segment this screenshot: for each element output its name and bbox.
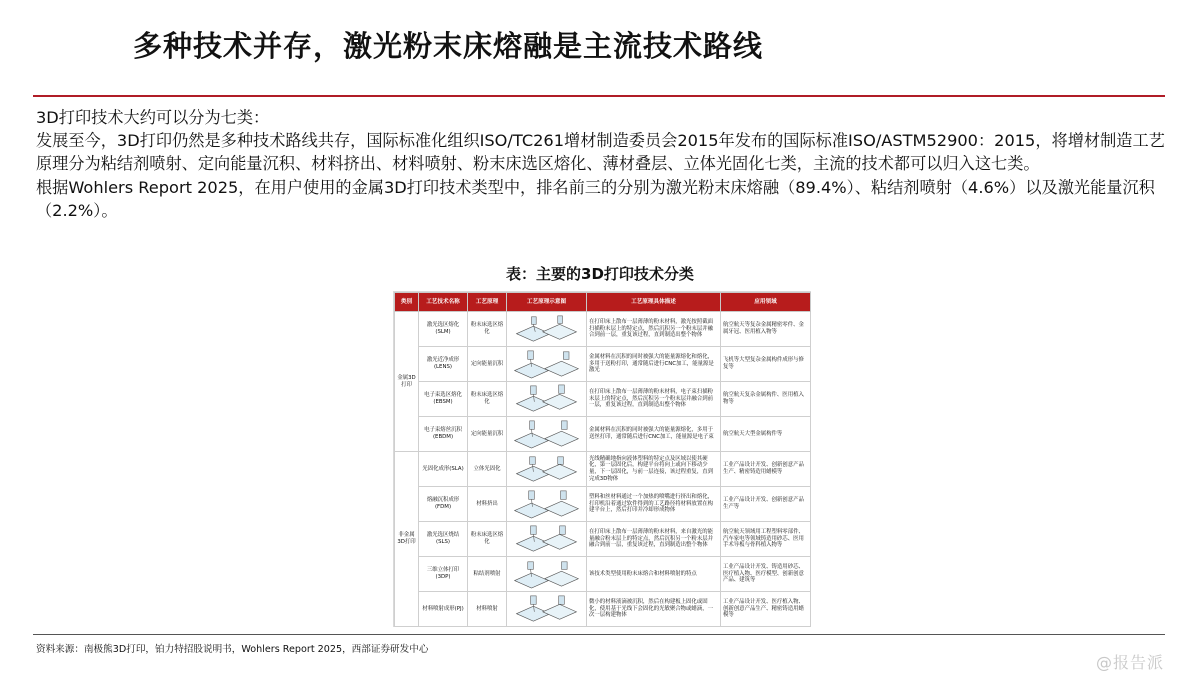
process-diagram [507, 347, 587, 382]
process-diagram [507, 487, 587, 522]
tech-application: 工业产品设计开发、创新创意产品生产、精密铸造用蜡模等 [721, 452, 811, 487]
footer-divider [33, 634, 1165, 635]
header-name: 工艺技术名称 [419, 293, 468, 312]
category-cell: 金属3D打印 [395, 312, 419, 452]
process-diagram-icon [509, 453, 584, 485]
header-principle: 工艺原理 [468, 293, 507, 312]
tech-application: 航空航天领域用工程塑料零部件、汽车家电等领域铸造用砂芯、医用手术导板与骨科植入物等 [721, 522, 811, 557]
tech-principle: 粉末床选区熔化 [468, 382, 507, 417]
standard-paragraph: 发展至今，3D打印仍然是多种技术路线共存，国际标准化组织ISO/TC261增材制造委员会2015年发布的国际标准ISO/ASTM52900：2015，将增材制造工艺原理分为粘结剂喷射、定向能量沉积、材料挤出、材料喷射、粉末床选区熔化、薄材叠层、立体光固化七类，主流的技术都可以归入这七类。 [36, 131, 1165, 174]
tech-application: 工业产品设计开发、铸造用砂芯、医疗植入物、医疗模型、创新创意产品、建筑等 [721, 557, 811, 592]
tech-name: 光固化成形(SLA) [419, 452, 468, 487]
page-title: 多种技术并存，激光粉末床熔融是主流技术路线 [133, 29, 764, 63]
wohlers-paragraph: 根据Wohlers Report 2025，在用户使用的金属3D打印技术类型中，排名前三的分别为激光粉末床熔融（89.4%）、粘结剂喷射（4.6%）以及激光能量沉积（2.2%）。 [36, 177, 1155, 220]
tech-name: 激光近净成形(LENS) [419, 347, 468, 382]
tech-table [394, 292, 811, 627]
tech-application: 航空航天大型金属构件等 [721, 417, 811, 452]
process-diagram [507, 312, 587, 347]
process-diagram-icon [509, 313, 584, 345]
table-row [395, 382, 811, 417]
tech-principle: 材料挤出 [468, 487, 507, 522]
table-row [395, 452, 811, 487]
table-row [395, 522, 811, 557]
process-diagram [507, 522, 587, 557]
header-category: 类别 [395, 293, 419, 312]
process-diagram-icon [509, 558, 584, 590]
intro-line: 3D打印技术大约可以分为七类： [36, 108, 270, 127]
tech-description: 微小的材料液滴被沉积，然后在构建板上固化或固化，使用基于光线下会固化的光敏聚合物或蜡滴，一次一层构建物体 [587, 592, 721, 627]
table-row [395, 417, 811, 452]
table-caption: 表：主要的3D打印技术分类 [506, 265, 694, 283]
process-diagram [507, 592, 587, 627]
process-diagram-icon [509, 418, 584, 450]
watermark: @报告派 [1095, 653, 1164, 672]
tech-description: 塑料和丝材料通过一个加热的喷嘴进行挤出和熔化，打印机沿着通过软件得到的工艺路径将材料放置在构建平台上，然后打印并冷却形成物体 [587, 487, 721, 522]
tech-description: 在打印床上散布一层薄薄的粉末材料，来自激光的能量融合粉末层上的特定点，然后沉积另一个粉末层并融合到前一层，重复该过程，直到制造出整个物体 [587, 522, 721, 557]
process-diagram-icon [509, 593, 584, 625]
tech-principle: 定向能量沉积 [468, 417, 507, 452]
tech-name: 三维立体打印(3DP) [419, 557, 468, 592]
tech-description: 金属材料在沉积的同时被强大的能量源熔化，多用于送丝打印，通常随后进行CNC加工，能量源是电子束 [587, 417, 721, 452]
tech-name: 电子束选区熔化(EBSM) [419, 382, 468, 417]
tech-application: 航空航天等复杂金属精密零件、金属牙冠、医用植入物等 [721, 312, 811, 347]
process-diagram [507, 417, 587, 452]
tech-name: 激光选区熔化(SLM) [419, 312, 468, 347]
header-diagram: 工艺原理示意图 [507, 293, 587, 312]
tech-principle: 粉末床选区熔化 [468, 522, 507, 557]
tech-principle: 材料喷射 [468, 592, 507, 627]
tech-application: 飞机等大型复杂金属构件成形与修复等 [721, 347, 811, 382]
table-row [395, 592, 811, 627]
tech-description: 光线精确地指向液体塑料的特定点及区域以使其硬化，第一层固化后，构建平台将向上或向下移动少量，下一层固化，与前一层连接，该过程重复，直到完成3D物体 [587, 452, 721, 487]
tech-principle: 粘结剂喷射 [468, 557, 507, 592]
tech-principle: 立体光固化 [468, 452, 507, 487]
tech-name: 熔融沉积成形(FDM) [419, 487, 468, 522]
tech-principle: 定向能量沉积 [468, 347, 507, 382]
body-text [36, 106, 1166, 222]
table-row [395, 347, 811, 382]
header-application: 应用领域 [721, 293, 811, 312]
tech-name: 激光选区烧结(SLS) [419, 522, 468, 557]
tech-description: 在打印床上散布一层薄薄的粉末材料，激光按照截面扫描粉末层上的特定点，然后沉积另一个粉末层并融合到前一层，重复该过程，直到制造出整个物体 [587, 312, 721, 347]
tech-principle: 粉末床选区熔化 [468, 312, 507, 347]
category-cell: 非金属3D打印 [395, 452, 419, 627]
tech-name: 材料喷射成形(PJ) [419, 592, 468, 627]
process-diagram-icon [509, 523, 584, 555]
tech-application: 工业产品设计开发、医疗植入物、创新创意产品生产、精密铸造用蜡模等 [721, 592, 811, 627]
tech-name: 电子束熔丝沉积(EBDM) [419, 417, 468, 452]
tech-table-figure [393, 291, 811, 627]
tech-application: 航空航天复杂金属构件、医用植入物等 [721, 382, 811, 417]
process-diagram-icon [509, 488, 584, 520]
process-diagram-icon [509, 348, 584, 380]
source-note: 资料来源：南极熊3D打印，铂力特招股说明书，Wohlers Report 2025，西部证券研发中心 [36, 644, 429, 655]
process-diagram [507, 452, 587, 487]
process-diagram-icon [509, 383, 584, 415]
tech-description: 该技术类型使用粉末床熔合和材料喷射的特点 [587, 557, 721, 592]
table-header-row [395, 293, 811, 312]
table-row [395, 487, 811, 522]
tech-description: 金属材料在沉积的同时被强大的能量源熔化和熔化，多用于送粉打印，通常随后进行CNC加工，能量源是激光 [587, 347, 721, 382]
process-diagram [507, 557, 587, 592]
table-row [395, 312, 811, 347]
title-divider [33, 95, 1165, 97]
header-description: 工艺原理具体描述 [587, 293, 721, 312]
process-diagram [507, 382, 587, 417]
tech-description: 在打印床上散布一层薄薄的粉末材料，电子束扫描粉末层上的特定点，然后沉积另一个粉末层并融合到前一层，重复该过程，直到制造出整个物体 [587, 382, 721, 417]
tech-application: 工业产品设计开发、创新创意产品生产等 [721, 487, 811, 522]
table-row [395, 557, 811, 592]
